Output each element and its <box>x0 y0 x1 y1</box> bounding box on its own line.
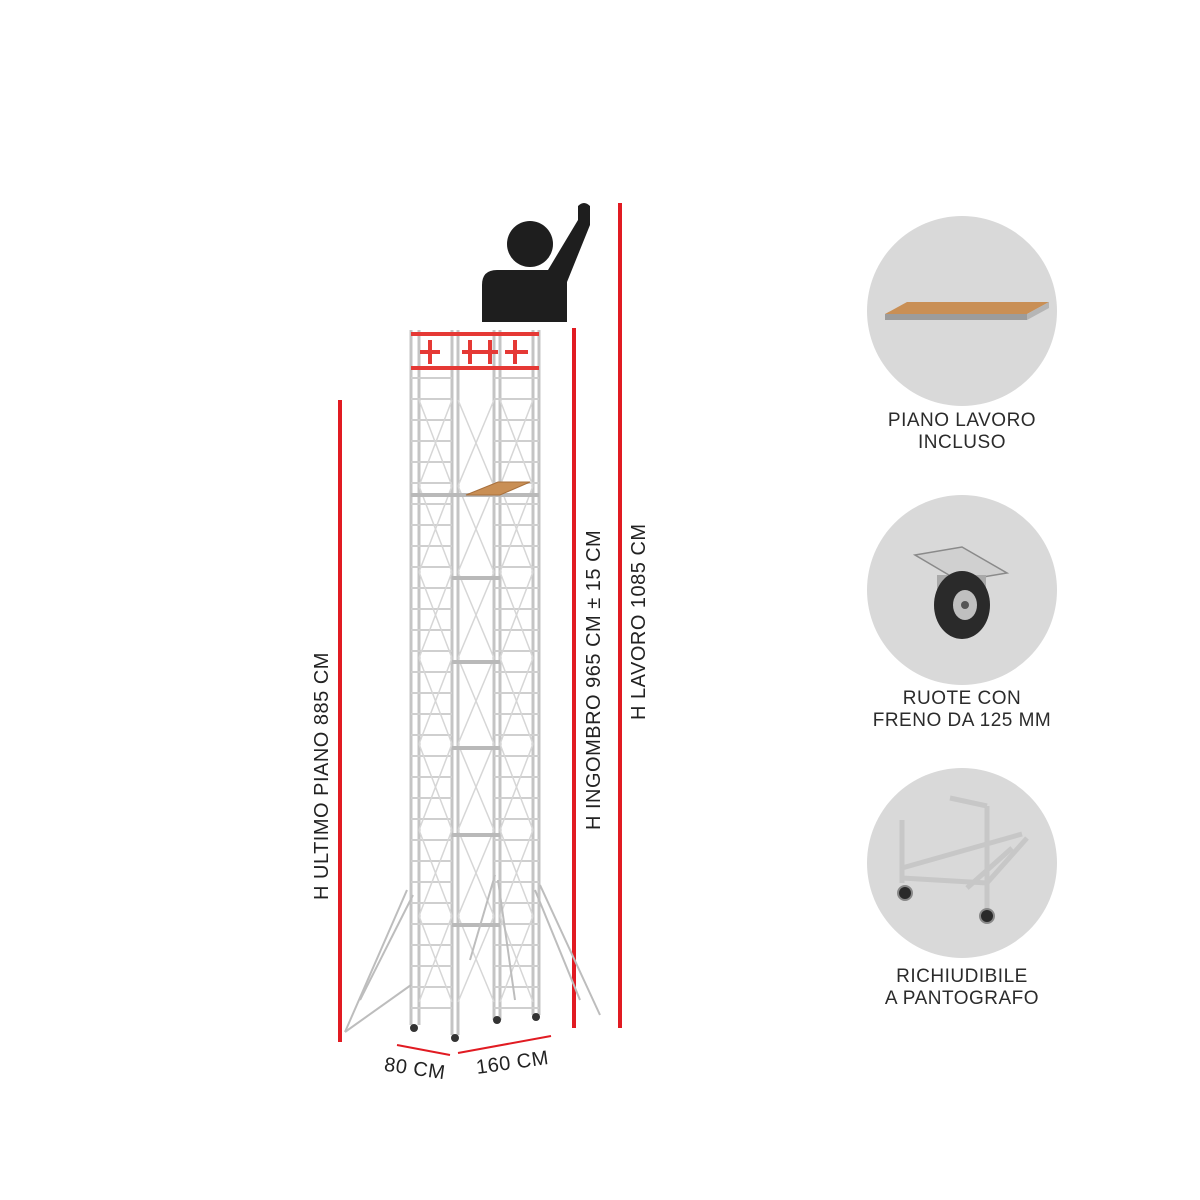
feature-folding-circle <box>867 768 1057 958</box>
feature-work-platform-label <box>842 410 1082 454</box>
person-icon <box>482 203 590 322</box>
depth-label: 80 CM <box>382 1053 447 1085</box>
feature-folding-line1: RICHIUDIBILE <box>896 966 1028 987</box>
scaffold-wheels <box>410 1013 540 1042</box>
scaffold-braces <box>419 400 533 1002</box>
depth-dimension-line <box>397 1045 450 1055</box>
feature-wheels-circle <box>867 495 1057 685</box>
feature-wheels-line1: RUOTE CON <box>902 688 1022 709</box>
feature-folding-line2: A PANTOGRAFO <box>884 988 1040 1009</box>
feature-folding-label <box>842 966 1082 1010</box>
feature-work-platform-circle <box>867 216 1057 406</box>
top-guardrail <box>411 334 539 368</box>
folding-frame-icon <box>867 768 1057 958</box>
feature-wheels-label <box>842 688 1082 732</box>
caster-wheel-icon <box>867 495 1057 685</box>
feature-wheels-line2: FRENO DA 125 MM <box>872 710 1052 731</box>
overall-height-label: H INGOMBRO 965 CM ± 15 CM <box>583 529 605 830</box>
width-label: 160 CM <box>474 1047 551 1079</box>
work-platform-plank-icon <box>867 216 1057 406</box>
work-height-label: H LAVORO 1085 CM <box>628 523 650 720</box>
feature-work-platform-line1: PIANO LAVORO <box>887 410 1037 431</box>
feature-work-platform-line2: INCLUSO <box>918 432 1006 453</box>
stabilizer-outriggers <box>345 875 600 1032</box>
last-floor-height-label: H ULTIMO PIANO 885 CM <box>311 652 333 900</box>
